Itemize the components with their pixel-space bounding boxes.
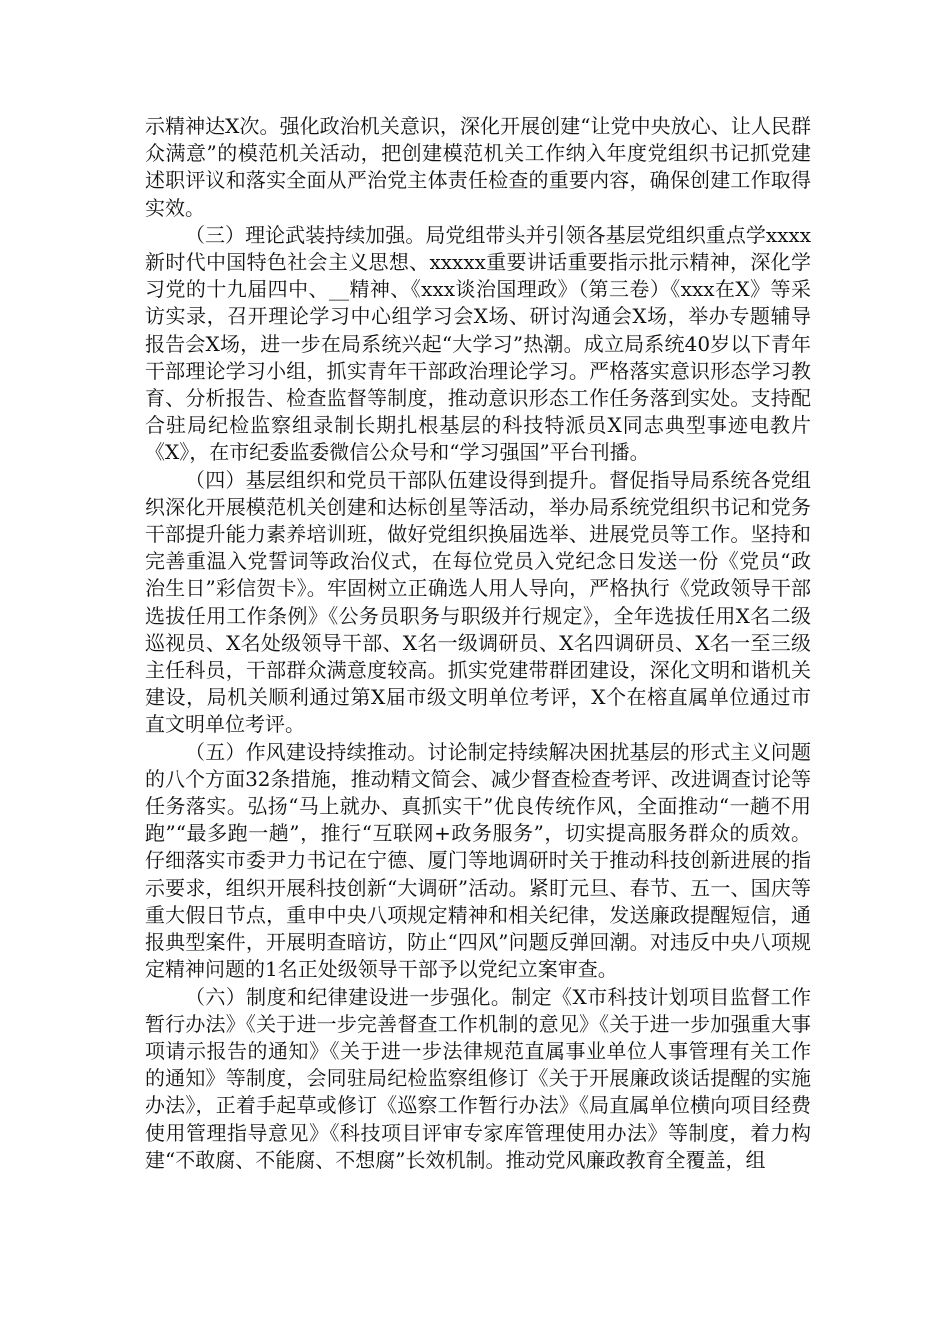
paragraph-theory-armament: （三）理论武装持续加强。局党组带头并引领各基层党组织重点学xxxx新时代中国特色社会主义思想、xxxxx重要讲话重要指示批示精神，深化学习党的十九届四中、__精神、《xxx谈治国理政》（第三卷）《xxx在X》等采访实录，召开理论学习中心组学习会X场、研讨沟通会X场，举办专题辅导报告会X场，进一步在局系统兴起“大学习”热潮。成立局系统40岁以下青年干部理论学习小组，抓实青年干部政治理论学习。严格落实意识形态学习教育、分析报告、检查监督等制度，推动意识形态工作任务落到实处。支持配合驻局纪检监察组录制长期扎根基层的科技特派员X同志典型事迹电教片《X》，在市纪委监委微信公众号和“学习强国”平台刊播。 [145, 222, 811, 465]
paragraph-work-style: （五）作风建设持续推动。讨论制定持续解决困扰基层的形式主义问题的八个方面32条措施，推动精文简会、减少督查检查考评、改进调查讨论等任务落实。弘扬“马上就办、真抓实干”优良传统作风，全面推动“一趟不用跑”“最多跑一趟”，推行“互联网+政务服务”，切实提高服务群众的质效。仔细落实市委尹力书记在宁德、厦门等地调研时关于推动科技创新进展的指示要求，组织开展科技创新“大调研”活动。紧盯元旦、春节、五一、国庆等重大假日节点，重申中央八项规定精神和相关纪律，发送廉政提醒短信，通报典型案件，开展明查暗访，防止“四风”问题反弹回潮。对违反中央八项规定精神问题的1名正处级领导干部予以党纪立案审查。 [145, 739, 811, 982]
paragraph-system-discipline: （六）制度和纪律建设进一步强化。制定《X市科技计划项目监督工作暂行办法》《关于进一步完善督查工作机制的意见》《关于进一步加强重大事项请示报告的通知》《关于进一步法律规范直属事业单位人事管理有关工作的通知》等制度，会同驻局纪检监察组修订《关于开展廉政谈话提醒的实施办法》，正着手起草或修订《巡察工作暂行办法》《局直属单位横向项目经费使用管理指导意见》《科技项目评审专家库管理使用办法》等制度，着力构建“不敢腐、不能腐、不想腐”长效机制。推动党风廉政教育全覆盖，组 [145, 984, 811, 1172]
paragraph-grassroots-organization: （四）基层组织和党员干部队伍建设得到提升。督促指导局系统各党组织深化开展模范机关创建和达标创星等活动，举办局系统党组织书记和党务干部提升能力素养培训班，做好党组织换届选举、进展党员等工作。坚持和完善重温入党誓词等政治仪式，在每位党员入党纪念日发送一份《党员“政治生日”彩信贺卡》。牢固树立正确选人用人导向，严格执行《党政领导干部选拔任用工作条例》《公务员职务与职级并行规定》，全年选拔任用X名二级巡视员、X名处级领导干部、X名一级调研员、X名四调研员、X名一至三级主任科员，干部群众满意度较高。抓实党建带群团建设，深化文明和谐机关建设，局机关顺利通过第X届市级文明单位考评，X个在榕直属单位通过市直文明单位考评。 [145, 467, 811, 737]
paragraph-intro-continued: 示精神达X次。强化政治机关意识，深化开展创建“让党中央放心、让人民群众满意”的模范机关活动，把创建模范机关工作纳入年度党组织书记抓党建述职评议和落实全面从严治党主体责任检查的重要内容，确保创建工作取得实效。 [145, 114, 811, 220]
document-page [145, 113, 811, 1174]
